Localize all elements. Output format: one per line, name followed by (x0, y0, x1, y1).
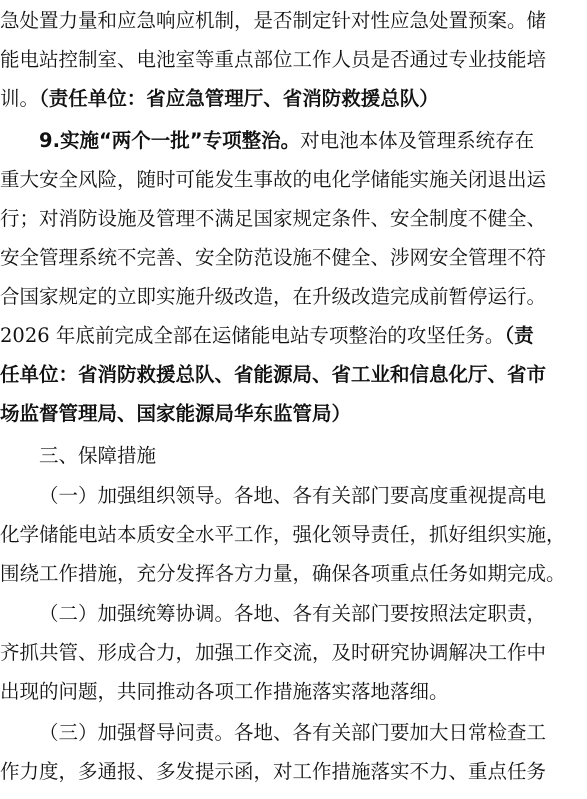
text-line (0, 81, 587, 117)
text-line (0, 42, 587, 78)
text-line (0, 201, 587, 237)
text-line (0, 162, 587, 198)
responsible-unit: 场监督管理局、国家能源局华东监管局） (0, 402, 352, 425)
text-span: 化学储能电站本质安全水平工作，强化领导责任，抓好组织实施， (0, 523, 566, 546)
text-span: 训。 (0, 87, 40, 110)
text-span: 围绕工作措施，充分发挥各方力量，确保各项重点任务如期完成。 (0, 562, 566, 585)
text-span: 重大安全风险，随时可能发生事故的电化学储能实施关闭退出运 (0, 168, 547, 191)
text-span: （三）加强督导问责。各地、各有关部门要加大日常检查工 (39, 721, 547, 744)
text-span: （一）加强组织领导。各地、各有关部门要高度重视提高电 (39, 484, 547, 507)
text-span: 合国家规定的立即实施升级改造，在升级改造完成前暂停运行。 (0, 285, 547, 308)
text-line (0, 674, 587, 710)
text-line (39, 715, 587, 751)
text-span: 出现的问题，共同推动各项工作措施落实落地落细。 (0, 680, 449, 703)
text-line (39, 438, 587, 474)
text-line (39, 123, 587, 159)
text-line (0, 3, 587, 39)
text-span: 能电站控制室、电池室等重点部位工作人员是否通过专业技能培 (0, 48, 547, 71)
text-span: 对电池本体及管理系统存在 (300, 129, 535, 152)
text-line (0, 318, 587, 354)
responsible-unit: （责 (504, 324, 534, 347)
text-line (0, 357, 587, 393)
text-line (39, 478, 587, 514)
text-line (0, 240, 587, 276)
text-line (0, 556, 587, 592)
text-span: 安全管理系统不完善、安全防范设施不健全、涉网安全管理不符 (0, 246, 547, 269)
text-line (39, 596, 587, 632)
section-heading: 9.实施“两个一批”专项整治。 (39, 129, 301, 152)
section-title: 三、保障措施 (39, 444, 157, 467)
text-span: 2026 年底前完成全部在运储能电站专项整治的攻坚任务。 (0, 324, 505, 347)
text-span: 行；对消防设施及管理不满足国家规定条件、安全制度不健全、 (0, 207, 547, 230)
text-line (0, 279, 587, 315)
text-span: （二）加强统筹协调。各地、各有关部门要按照法定职责， (39, 602, 547, 625)
text-span: 作力度，多通报、多发提示函，对工作措施落实不力、重点任务 (0, 760, 547, 783)
responsible-unit: 任单位：省消防救援总队、省能源局、省工业和信息化厅、省市 (0, 363, 547, 386)
text-line (0, 754, 587, 790)
text-span: 齐抓共管、形成合力，加强工作交流，及时研究协调解决工作中 (0, 641, 547, 664)
text-line (0, 517, 587, 553)
text-line (0, 635, 587, 671)
responsible-unit: （责任单位：省应急管理厅、省消防救援总队） (39, 87, 439, 110)
text-span: 急处置力量和应急响应机制，是否制定针对性应急处置预案。储 (0, 9, 547, 32)
text-line (0, 396, 587, 432)
